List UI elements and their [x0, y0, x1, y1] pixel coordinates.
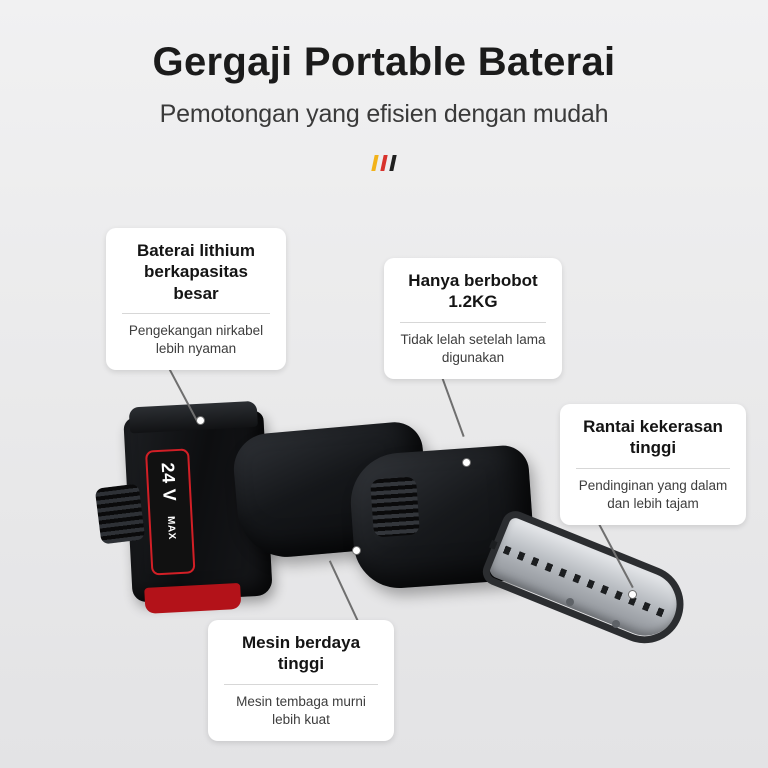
guide-bar-hole-2 — [612, 620, 620, 628]
head-vent — [370, 476, 420, 537]
body-vent — [95, 484, 145, 545]
battery-label — [145, 448, 195, 575]
battery-voltage-text: 24 V — [158, 461, 181, 502]
tick-red — [380, 155, 387, 171]
callout-motor-divider — [224, 684, 378, 685]
leader-dot-chain — [628, 590, 637, 599]
callout-battery-desc: Pengekangan nirkabel lebih nyaman — [128, 322, 264, 356]
leader-dot-weight — [462, 458, 471, 467]
callout-battery-title: Baterai lithium berkapasitas besar — [136, 241, 256, 303]
callout-weight-desc: Tidak lelah setelah lama digunakan — [400, 331, 546, 365]
callout-chain-desc: Pendinginan yang dalam dan lebih tajam — [578, 477, 728, 511]
battery-max-text: MAX — [164, 515, 178, 541]
callout-motor — [208, 620, 394, 741]
callout-chain-divider — [576, 468, 730, 469]
callout-weight — [384, 258, 562, 379]
guide-bar-hole-1 — [566, 598, 574, 606]
tick-yellow — [371, 155, 378, 171]
page-title: Gergaji Portable Baterai — [152, 40, 616, 84]
leader-dot-motor — [352, 546, 361, 555]
battery-top-cap — [129, 401, 258, 434]
decorative-tick-group — [0, 155, 768, 171]
callout-weight-divider — [400, 322, 546, 323]
callout-weight-title: Hanya berbobot 1.2KG — [408, 271, 538, 312]
header — [0, 40, 768, 171]
page-subtitle: Pemotongan yang efisien dengan mudah — [159, 100, 609, 128]
battery-release-latch — [144, 583, 241, 614]
tick-dark — [389, 155, 396, 171]
callout-battery — [106, 228, 286, 370]
callout-chain-title: Rantai kekerasan tinggi — [583, 417, 723, 458]
leader-dot-battery — [196, 416, 205, 425]
callout-chain — [560, 404, 746, 525]
callout-battery-divider — [122, 313, 270, 314]
callout-motor-title: Mesin berdaya tinggi — [241, 633, 361, 674]
callout-motor-desc: Mesin tembaga murni lebih kuat — [236, 693, 366, 727]
